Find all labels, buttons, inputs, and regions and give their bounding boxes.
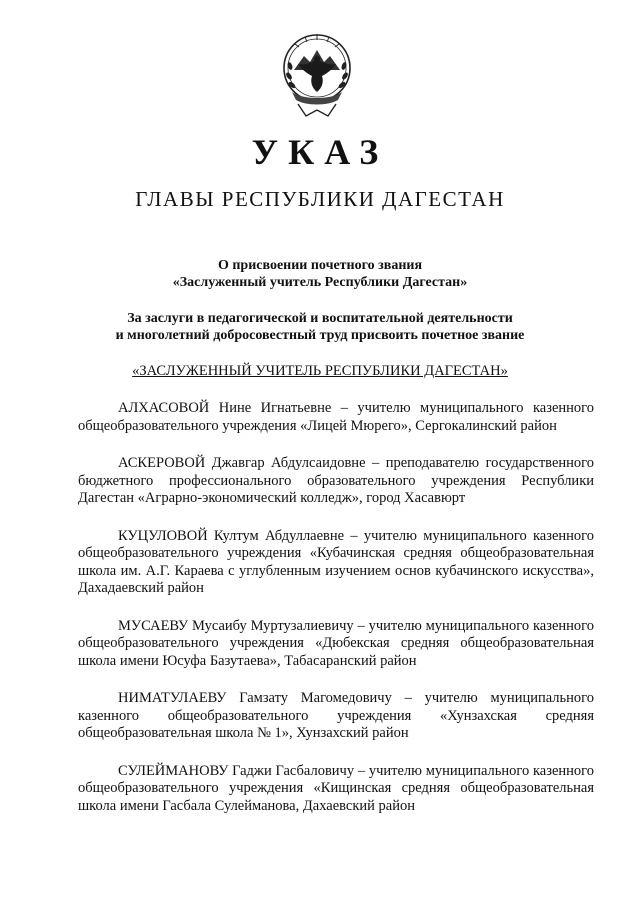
awardee-paragraph: АЛХАСОВОЙ Нине Игнатьевне – учителю муниципального казенного общеобразовательного учреждения «Лицей Мюрего», Сергокалинский район: [78, 400, 594, 434]
decree-subject-line: «Заслуженный учитель Республики Дагестан»: [172, 275, 468, 290]
awardee-paragraph: КУЦУЛОВОЙ Култум Абдуллаевне – учителю муниципального казенного общеобразовательного учреждения «Кубачинская средняя общеобразовательная школа им. А.Г. Караева с углубленным изучением основ кубачинского искусства», Дахадаевский район: [78, 527, 594, 596]
decree-preamble-line: За заслуги в педагогической и воспитательной деятельности: [127, 311, 513, 326]
document-title: УКАЗ: [251, 132, 389, 172]
decree-subject-line: О присвоении почетного звания: [217, 258, 423, 273]
awardee-paragraph: МУСАЕВУ Мусаибу Муртузалиевичу – учителю муниципального казенного общеобразовательного учреждения «Дюбекская средняя общеобразовательная школа имени Юсуфа Базутаева», Табасаранский район: [78, 617, 594, 669]
decree-preamble-line: и многолетний добросовестный труд присвоить почетное звание: [115, 328, 525, 343]
awardee-paragraph: НИМАТУЛАЕВУ Гамзату Магомедовичу – учителю муниципального казенного общеобразовательного учреждения «Хунзахская средняя общеобразовательная школа № 1», Хунзахский район: [78, 690, 594, 741]
awardee-list: [78, 398, 594, 815]
awardee-paragraph: СУЛЕЙМАНОВУ Гаджи Гасбаловичу – учителю муниципального казенного общеобразовательного учреждения «Кищинская средняя общеобразовательная школа имени Гасбала Сулейманова, Дахаевский район: [78, 762, 594, 814]
dagestan-coat-of-arms-icon: [276, 26, 358, 122]
awardee-paragraph: АСКЕРОВОЙ Джавгар Абдулсаидовне – преподавателю государственного бюджетного профессионального образовательного учреждения Республики Дагестан «Аграрно-экономический колледж», город Хасавюрт: [78, 455, 594, 506]
honorary-title: «ЗАСЛУЖЕННЫЙ УЧИТЕЛЬ РЕСПУБЛИКИ ДАГЕСТАН»: [132, 363, 508, 379]
decree-preamble: [0, 310, 640, 344]
document-subtitle: ГЛАВЫ РЕСПУБЛИКИ ДАГЕСТАН: [135, 187, 505, 211]
decree-subject: [0, 257, 640, 291]
